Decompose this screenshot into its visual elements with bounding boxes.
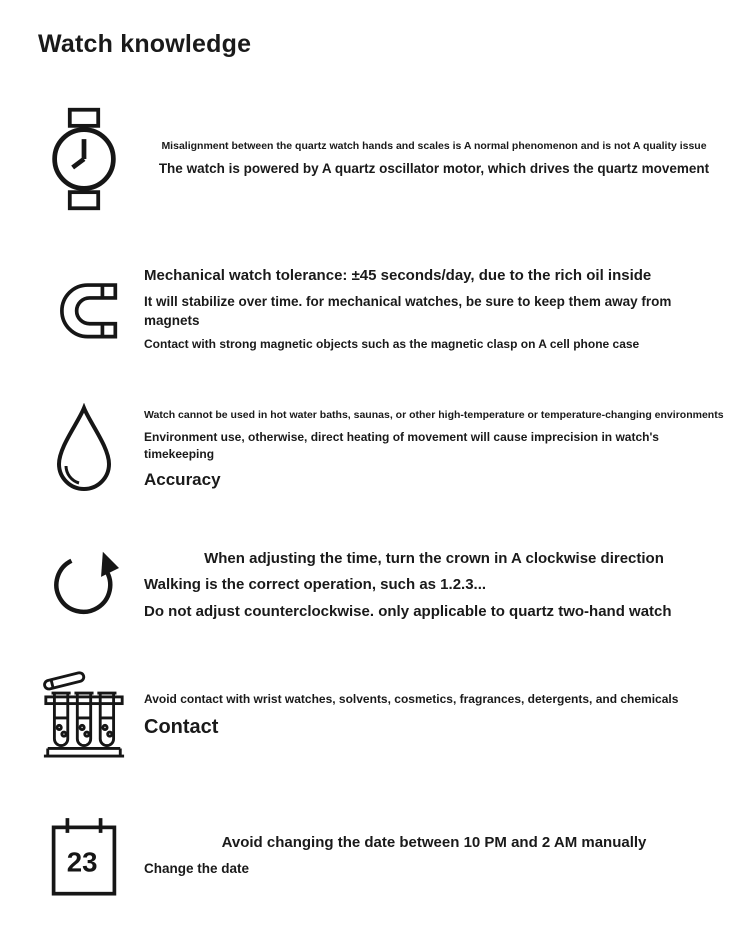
page-title: Watch knowledge	[38, 30, 252, 58]
section-heading: Contact	[144, 715, 219, 738]
section-magnetism	[0, 265, 750, 353]
magnet-icon	[38, 273, 130, 345]
section-text	[130, 548, 750, 623]
section-temperature	[0, 403, 750, 498]
section-text-line: Mechanical watch tolerance: ±45 seconds/day, due to the rich oil inside	[144, 267, 652, 284]
calendar-day-number: 23	[66, 846, 98, 878]
section-text	[130, 832, 750, 878]
section-text	[130, 139, 750, 179]
test-tubes-icon	[38, 666, 130, 766]
section-text-line: When adjusting the time, turn the crown in A clockwise direction	[204, 549, 664, 567]
section-text	[130, 408, 750, 493]
section-text-line: Contact with strong magnetic objects such as the magnetic clasp on A cell phone case	[144, 336, 640, 351]
watch-knowledge-page	[0, 30, 750, 939]
section-text-line: Watch cannot be used in hot water baths, saunas, or other high-temperature or temperature-changing environments	[144, 409, 724, 422]
section-text-line: Avoid changing the date between 10 PM and 2 AM manually	[221, 834, 647, 852]
calendar-icon	[38, 812, 130, 898]
section-text-line: The watch is powered by A quartz oscillator motor, which drives the quartz movement	[158, 161, 710, 177]
section-text	[130, 265, 750, 353]
section-text-line: Walking is the correct operation, such as 1.2.3...	[144, 576, 487, 594]
wristwatch-icon	[38, 105, 130, 213]
clockwise-arrow-icon	[38, 542, 130, 628]
water-drop-icon	[38, 403, 130, 498]
section-text-line: Avoid contact with wrist watches, solvents, cosmetics, fragrances, detergents, and chemicals	[144, 691, 679, 706]
section-heading: Accuracy	[144, 470, 221, 490]
section-text-line: It will stabilize over time. for mechanical watches, be sure to keep them away from magnets	[144, 293, 672, 329]
section-text	[130, 691, 750, 742]
section-date-change	[0, 812, 750, 898]
section-heading: Change the date	[144, 860, 250, 876]
section-chemicals	[0, 666, 750, 766]
section-text-line: Do not adjust counterclockwise. only applicable to quartz two-hand watch	[144, 603, 672, 621]
section-text-line: Misalignment between the quartz watch hands and scales is A normal phenomenon and is not A quality issue	[161, 140, 707, 153]
section-text-line: Environment use, otherwise, direct heating of movement will cause imprecision in watch's timekeeping	[144, 429, 659, 462]
section-quartz-movement	[0, 105, 750, 213]
section-time-adjustment	[0, 542, 750, 628]
